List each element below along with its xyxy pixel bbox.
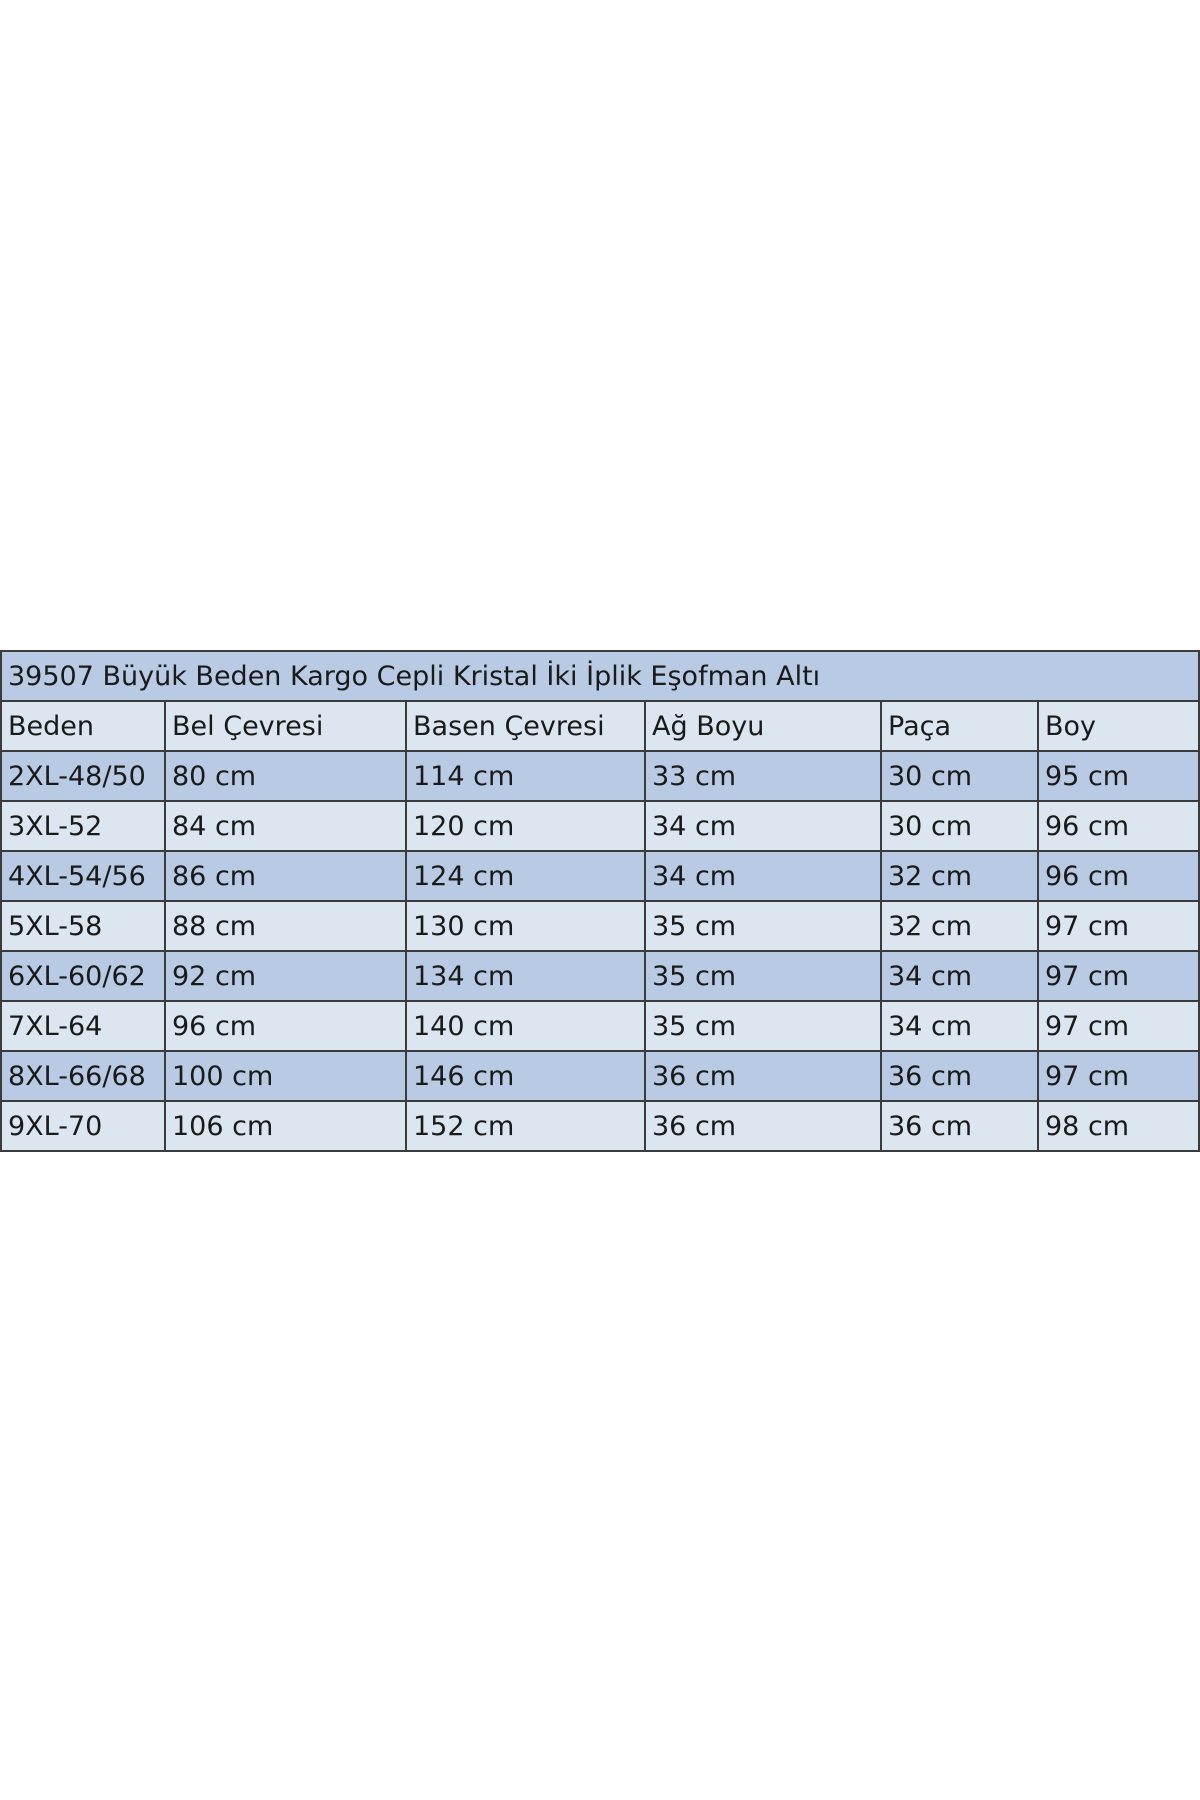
table-row xyxy=(1,1051,1199,1101)
cell-boy: 96 cm xyxy=(1038,801,1199,851)
table-row xyxy=(1,751,1199,801)
cell-bel-cevresi: 84 cm xyxy=(165,801,406,851)
cell-bel-cevresi: 80 cm xyxy=(165,751,406,801)
cell-ag-boyu: 36 cm xyxy=(645,1051,881,1101)
cell-boy: 97 cm xyxy=(1038,951,1199,1001)
cell-bel-cevresi: 96 cm xyxy=(165,1001,406,1051)
cell-bel-cevresi: 86 cm xyxy=(165,851,406,901)
cell-bel-cevresi: 88 cm xyxy=(165,901,406,951)
cell-paca: 34 cm xyxy=(881,951,1038,1001)
cell-basen-cevresi: 114 cm xyxy=(406,751,645,801)
cell-basen-cevresi: 134 cm xyxy=(406,951,645,1001)
cell-ag-boyu: 34 cm xyxy=(645,851,881,901)
table-row xyxy=(1,801,1199,851)
table-row xyxy=(1,1001,1199,1051)
cell-boy: 96 cm xyxy=(1038,851,1199,901)
cell-ag-boyu: 33 cm xyxy=(645,751,881,801)
table-header-row xyxy=(1,701,1199,751)
table-title-row xyxy=(1,651,1199,701)
cell-paca: 32 cm xyxy=(881,901,1038,951)
header-basen-cevresi: Basen Çevresi xyxy=(406,701,645,751)
cell-paca: 30 cm xyxy=(881,801,1038,851)
cell-boy: 97 cm xyxy=(1038,1001,1199,1051)
cell-bel-cevresi: 92 cm xyxy=(165,951,406,1001)
cell-basen-cevresi: 146 cm xyxy=(406,1051,645,1101)
cell-bel-cevresi: 106 cm xyxy=(165,1101,406,1151)
cell-basen-cevresi: 120 cm xyxy=(406,801,645,851)
cell-basen-cevresi: 140 cm xyxy=(406,1001,645,1051)
cell-paca: 34 cm xyxy=(881,1001,1038,1051)
cell-paca: 32 cm xyxy=(881,851,1038,901)
cell-ag-boyu: 35 cm xyxy=(645,901,881,951)
table-row xyxy=(1,901,1199,951)
cell-ag-boyu: 36 cm xyxy=(645,1101,881,1151)
cell-beden: 3XL-52 xyxy=(1,801,165,851)
header-paca: Paça xyxy=(881,701,1038,751)
cell-ag-boyu: 35 cm xyxy=(645,951,881,1001)
cell-basen-cevresi: 130 cm xyxy=(406,901,645,951)
cell-boy: 97 cm xyxy=(1038,1051,1199,1101)
cell-paca: 36 cm xyxy=(881,1101,1038,1151)
cell-ag-boyu: 34 cm xyxy=(645,801,881,851)
cell-beden: 5XL-58 xyxy=(1,901,165,951)
cell-paca: 30 cm xyxy=(881,751,1038,801)
cell-beden: 9XL-70 xyxy=(1,1101,165,1151)
cell-beden: 6XL-60/62 xyxy=(1,951,165,1001)
cell-boy: 95 cm xyxy=(1038,751,1199,801)
header-ag-boyu: Ağ Boyu xyxy=(645,701,881,751)
cell-beden: 4XL-54/56 xyxy=(1,851,165,901)
cell-basen-cevresi: 152 cm xyxy=(406,1101,645,1151)
header-boy: Boy xyxy=(1038,701,1199,751)
size-chart-table xyxy=(0,650,1200,1152)
table-row xyxy=(1,951,1199,1001)
header-beden: Beden xyxy=(1,701,165,751)
cell-paca: 36 cm xyxy=(881,1051,1038,1101)
cell-beden: 8XL-66/68 xyxy=(1,1051,165,1101)
table-title: 39507 Büyük Beden Kargo Cepli Kristal İki İplik Eşofman Altı xyxy=(1,651,1199,701)
cell-beden: 7XL-64 xyxy=(1,1001,165,1051)
cell-basen-cevresi: 124 cm xyxy=(406,851,645,901)
cell-beden: 2XL-48/50 xyxy=(1,751,165,801)
table-row xyxy=(1,1101,1199,1151)
header-bel-cevresi: Bel Çevresi xyxy=(165,701,406,751)
table-row xyxy=(1,851,1199,901)
cell-boy: 98 cm xyxy=(1038,1101,1199,1151)
cell-boy: 97 cm xyxy=(1038,901,1199,951)
cell-ag-boyu: 35 cm xyxy=(645,1001,881,1051)
cell-bel-cevresi: 100 cm xyxy=(165,1051,406,1101)
